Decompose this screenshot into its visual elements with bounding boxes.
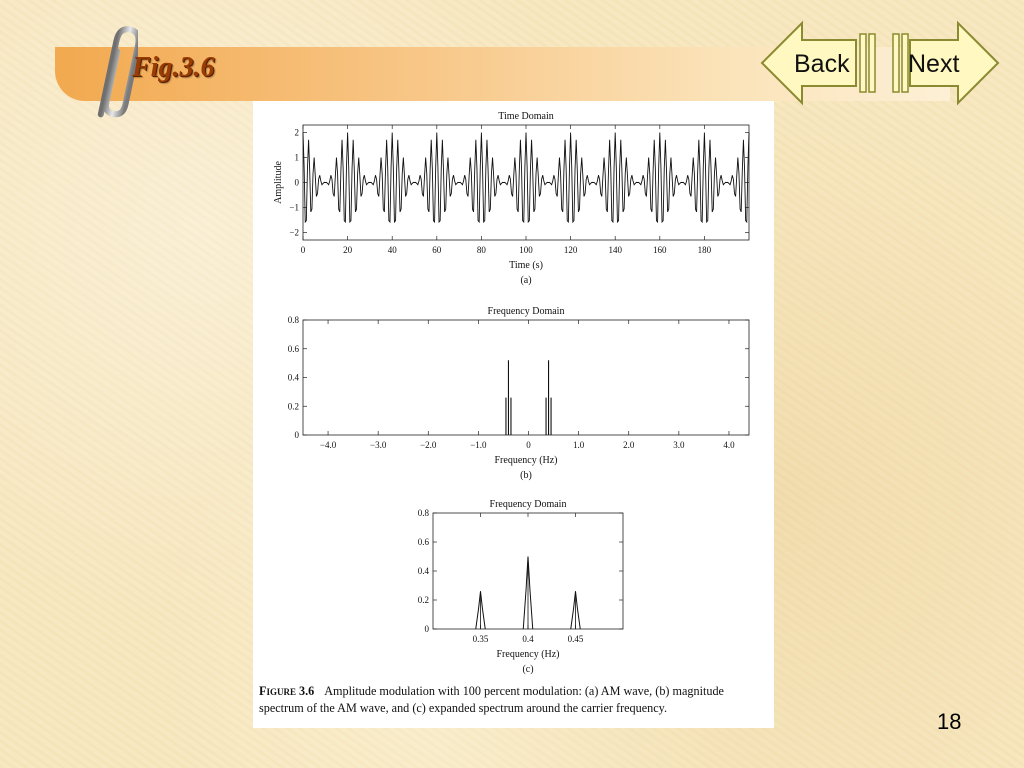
y-tick-label: −2 [289, 227, 299, 238]
x-tick-label: 120 [563, 245, 578, 255]
chart-title: Frequency Domain [487, 306, 565, 317]
y-axis-label: Amplitude [273, 161, 284, 204]
y-tick-label: 0 [294, 430, 299, 440]
y-tick-label: 0 [424, 624, 429, 634]
chart-frequency-domain-full [288, 306, 749, 481]
next-label[interactable]: Next [908, 50, 960, 78]
y-tick-label: 0.2 [417, 595, 429, 605]
divider-bars [860, 34, 908, 92]
chart-frequency-domain-expanded [418, 499, 623, 675]
caption-label: Figure 3.6 [259, 684, 315, 698]
plot-frame [303, 320, 749, 435]
y-tick-label: 0 [294, 177, 299, 188]
x-tick-label: 40 [387, 245, 397, 255]
x-tick-label: 0.45 [567, 634, 584, 644]
x-tick-label: −4.0 [319, 440, 337, 450]
y-tick-label: −1 [289, 202, 299, 213]
panel-label: (b) [520, 470, 532, 481]
figure-charts [253, 101, 774, 681]
x-axis-label: Time (s) [509, 260, 543, 271]
x-tick-label: 0.35 [472, 634, 489, 644]
x-tick-label: 0.4 [522, 634, 534, 644]
y-tick-label: 0.8 [417, 508, 429, 518]
y-tick-label: 2 [294, 127, 299, 138]
x-tick-label: 4.0 [723, 440, 735, 450]
page-number: 18 [937, 709, 962, 734]
y-tick-label: 0.8 [287, 315, 299, 325]
figure-panel [253, 101, 774, 728]
x-tick-label: 20 [343, 245, 353, 255]
slide-title: Fig.3.6 [132, 52, 215, 83]
x-tick-label: 140 [608, 245, 622, 255]
x-tick-label: 180 [697, 245, 712, 255]
x-tick-label: −2.0 [420, 440, 437, 450]
y-tick-label: 0.6 [417, 537, 429, 547]
x-tick-label: 2.0 [623, 440, 635, 450]
x-tick-label: −1.0 [470, 440, 487, 450]
x-tick-label: 160 [653, 245, 667, 255]
am-wave-line [303, 133, 749, 222]
chart-time-domain [273, 111, 749, 286]
y-tick-label: 0.4 [287, 372, 299, 383]
chart-title: Time Domain [498, 111, 554, 122]
paperclip-icon [88, 22, 138, 122]
panel-label: (c) [522, 664, 534, 675]
x-axis-label: Frequency (Hz) [494, 455, 558, 466]
x-axis-label: Frequency (Hz) [496, 649, 560, 660]
chart-title: Frequency Domain [489, 499, 567, 510]
back-label[interactable]: Back [794, 50, 850, 78]
y-tick-label: 0.4 [417, 566, 429, 576]
y-tick-label: 1 [294, 152, 299, 163]
caption-text: Amplitude modulation with 100 percent modulation: (a) AM wave, (b) magnitude spectrum of the AM wave, and (c) expanded spectrum around the carrier frequency. [259, 684, 724, 715]
x-tick-label: 100 [519, 245, 533, 255]
panel-label: (a) [520, 275, 532, 286]
x-tick-label: 3.0 [673, 440, 685, 450]
x-tick-label: 0 [526, 440, 531, 450]
figure-caption [259, 683, 771, 717]
x-tick-label: −3.0 [370, 440, 387, 450]
x-tick-label: 60 [432, 245, 442, 255]
x-tick-label: 1.0 [572, 440, 585, 450]
y-tick-label: 0.2 [287, 401, 299, 412]
x-tick-label: 80 [476, 245, 486, 255]
x-tick-label: 0 [300, 245, 306, 255]
nav-buttons [760, 20, 1000, 106]
y-tick-label: 0.6 [287, 343, 299, 354]
